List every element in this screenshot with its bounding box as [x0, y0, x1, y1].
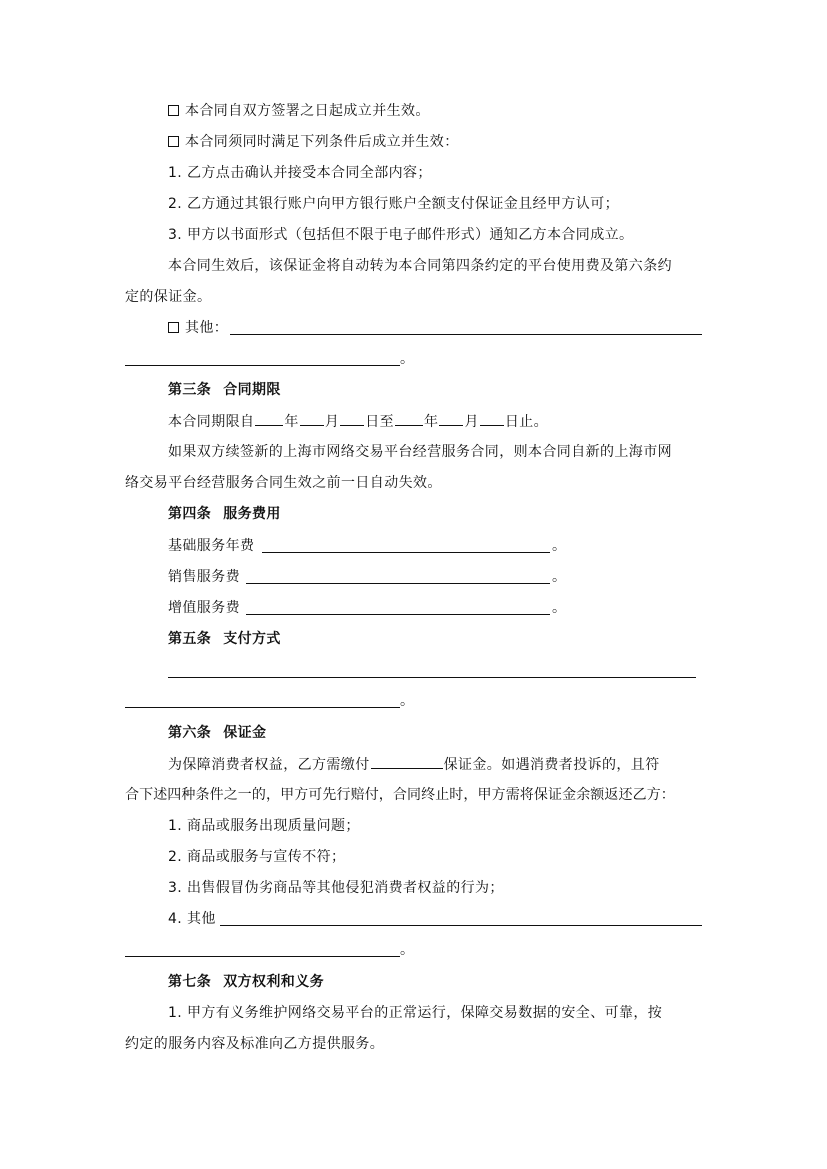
- sales-fee-period: 。: [552, 569, 567, 585]
- option-2-text: 本合同须同时满足下列条件后成立并生效：: [185, 134, 459, 150]
- article-6-number: 第六条: [168, 725, 212, 741]
- other-period: 。: [400, 351, 415, 367]
- payment-blank-line-2[interactable]: [125, 707, 400, 708]
- article-5-heading: [168, 630, 281, 648]
- end-year-label: 年: [424, 414, 439, 430]
- effect-note-line-1: 本合同生效后，该保证金将自动转为本合同第四条约定的平台使用费及第六条约: [168, 258, 672, 274]
- article-5-title: 支付方式: [223, 631, 281, 647]
- sales-fee-label: 销售服务费: [168, 569, 240, 585]
- value-added-fee-blank[interactable]: [246, 614, 550, 615]
- sales-fee-blank[interactable]: [246, 583, 550, 584]
- day-end-label: 日止。: [504, 414, 549, 430]
- article-7-number: 第七条: [168, 974, 212, 990]
- day-to-label: 日至: [365, 414, 395, 430]
- basic-fee-blank[interactable]: [262, 552, 550, 553]
- deposit-text-b: 保证金。如遇消费者投诉的，且符: [443, 757, 660, 773]
- deposit-amount-blank[interactable]: [371, 755, 443, 769]
- article-3-number: 第三条: [168, 382, 212, 398]
- deposit-other-blank-2[interactable]: [125, 956, 400, 957]
- deposit-line-1: [168, 755, 660, 774]
- payment-blank-line-1[interactable]: [168, 677, 696, 678]
- value-added-fee-period: 。: [552, 600, 567, 616]
- article-7-title: 双方权利和义务: [223, 974, 325, 990]
- payment-period: 。: [400, 693, 415, 709]
- other-option-line: [168, 319, 228, 337]
- deposit-condition-3: 3. 出售假冒伪劣商品等其他侵犯消费者权益的行为；: [168, 880, 504, 896]
- article-6-heading: [168, 724, 266, 742]
- rights-item-1-line-1: 1. 甲方有义务维护网络交易平台的正常运行，保障交易数据的安全、可靠，按: [168, 1005, 663, 1021]
- deposit-other-blank-1[interactable]: [220, 925, 702, 926]
- article-4-number: 第四条: [168, 506, 212, 522]
- start-month-blank[interactable]: [300, 412, 324, 426]
- other-label: 其他：: [185, 320, 229, 336]
- article-6-title: 保证金: [223, 725, 267, 741]
- deposit-condition-2: 2. 商品或服务与宣传不符；: [168, 849, 346, 865]
- rights-item-1-line-2: 约定的服务内容及标准向乙方提供服务。: [125, 1036, 385, 1052]
- article-5-number: 第五条: [168, 631, 212, 647]
- deposit-condition-4: 4. 其他: [168, 911, 216, 927]
- end-year-blank[interactable]: [395, 412, 423, 426]
- checkbox-option-2[interactable]: [168, 136, 179, 147]
- condition-1: 1. 乙方点击确认并接受本合同全部内容；: [168, 165, 432, 181]
- other-blank-line-1[interactable]: [230, 334, 702, 335]
- deposit-other-period: 。: [400, 942, 415, 958]
- renewal-line-2: 络交易平台经营服务合同生效之前一日自动失效。: [125, 475, 442, 491]
- value-added-fee-label: 增值服务费: [168, 600, 240, 616]
- condition-3: 3. 甲方以书面形式（包括但不限于电子邮件形式）通知乙方本合同成立。: [168, 227, 634, 243]
- article-3-heading: [168, 381, 281, 399]
- checkbox-option-1[interactable]: [168, 105, 179, 116]
- month-label: 月: [324, 414, 340, 430]
- year-label: 年: [284, 414, 299, 430]
- other-blank-line-2[interactable]: [125, 365, 400, 366]
- term-prefix: 本合同期限自: [168, 414, 255, 430]
- option-line-2: [168, 133, 459, 151]
- checkbox-other[interactable]: [168, 322, 179, 333]
- deposit-line-2: 合下述四种条件之一的，甲方可先行赔付，合同终止时，甲方需将保证金余额返还乙方：: [125, 787, 675, 803]
- end-day-blank[interactable]: [480, 412, 504, 426]
- option-1-text: 本合同自双方签署之日起成立并生效。: [185, 103, 430, 119]
- article-4-heading: [168, 505, 281, 523]
- deposit-condition-1: 1. 商品或服务出现质量问题；: [168, 818, 360, 834]
- start-day-blank[interactable]: [340, 412, 364, 426]
- article-3-title: 合同期限: [223, 382, 281, 398]
- article-7-heading: [168, 973, 324, 991]
- basic-fee-label: 基础服务年费: [168, 538, 255, 554]
- deposit-text-a: 为保障消费者权益，乙方需缴付: [168, 757, 370, 773]
- effect-note-line-2: 定的保证金。: [125, 289, 212, 305]
- end-month-label: 月: [464, 414, 479, 430]
- term-line: [168, 412, 548, 431]
- basic-fee-period: 。: [552, 538, 567, 554]
- start-year-blank[interactable]: [255, 412, 283, 426]
- renewal-line-1: 如果双方续签新的上海市网络交易平台经营服务合同，则本合同自新的上海市网: [168, 444, 672, 460]
- option-line-1: [168, 102, 430, 120]
- condition-2: 2. 乙方通过其银行账户向甲方银行账户全额支付保证金且经甲方认可；: [168, 196, 620, 212]
- article-4-title: 服务费用: [223, 506, 281, 522]
- end-month-blank[interactable]: [439, 412, 463, 426]
